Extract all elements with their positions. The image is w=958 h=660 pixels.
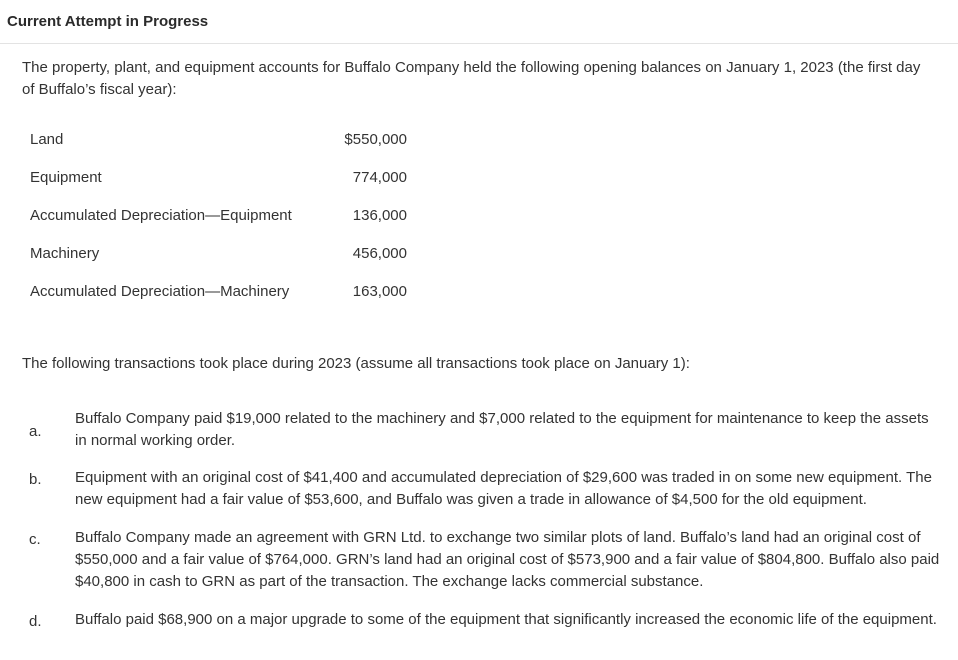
balance-row-accum-dep-machinery — [30, 283, 410, 305]
balance-label: Accumulated Depreciation—Equipment — [30, 207, 292, 224]
balance-value: 136,000 — [352, 207, 407, 224]
attempt-status-title: Current Attempt in Progress — [7, 13, 209, 30]
transaction-letter: a. — [29, 423, 42, 440]
transactions-intro: The following transactions took place during 2023 (assume all transactions took place on January 1): — [22, 355, 690, 372]
balance-value: 456,000 — [352, 245, 407, 262]
balance-label: Accumulated Depreciation—Machinery — [30, 283, 290, 300]
problem-intro: The property, plant, and equipment accounts for Buffalo Company held the following opening balances on January 1, 2023 (the first day of Buffalo’s fiscal year): — [22, 59, 921, 98]
transaction-text: Equipment with an original cost of $41,400 and accumulated depreciation of $29,600 was traded in on some new equipment. The new equipment had a fair value of $53,600, and Buffalo was given a trade in allowance of $4,500 for the old equipment. — [75, 469, 932, 508]
transaction-text: Buffalo paid $68,900 on a major upgrade to some of the equipment that significantly increased the economic life of the equipment. — [75, 611, 937, 628]
balance-label: Machinery — [30, 245, 100, 262]
transaction-letter: c. — [29, 531, 41, 548]
balance-row-machinery — [30, 245, 410, 267]
balance-value: $550,000 — [344, 131, 407, 148]
transaction-letter: d. — [29, 613, 42, 630]
page-header — [0, 0, 958, 44]
transaction-text: Buffalo Company made an agreement with GRN Ltd. to exchange two similar plots of land. Buffalo’s land had an original cost of $550,000 and a fair value of $764,000. GRN’s land had an original cost of $573,900 and a fair value of $804,800. Buffalo also paid $40,800 in cash to GRN as part of the transaction. The exchange lacks commercial substance. — [75, 529, 940, 590]
balance-row-equipment — [30, 169, 410, 191]
balance-row-land — [30, 131, 410, 153]
balance-label: Land — [30, 131, 64, 148]
balance-row-accum-dep-equipment — [30, 207, 410, 229]
transaction-letter: b. — [29, 471, 42, 488]
balance-value: 774,000 — [352, 169, 407, 186]
balance-value: 163,000 — [352, 283, 407, 300]
transaction-text: Buffalo Company paid $19,000 related to the machinery and $7,000 related to the equipment for maintenance to keep the assets in normal working order. — [75, 410, 929, 449]
balance-label: Equipment — [30, 169, 102, 186]
